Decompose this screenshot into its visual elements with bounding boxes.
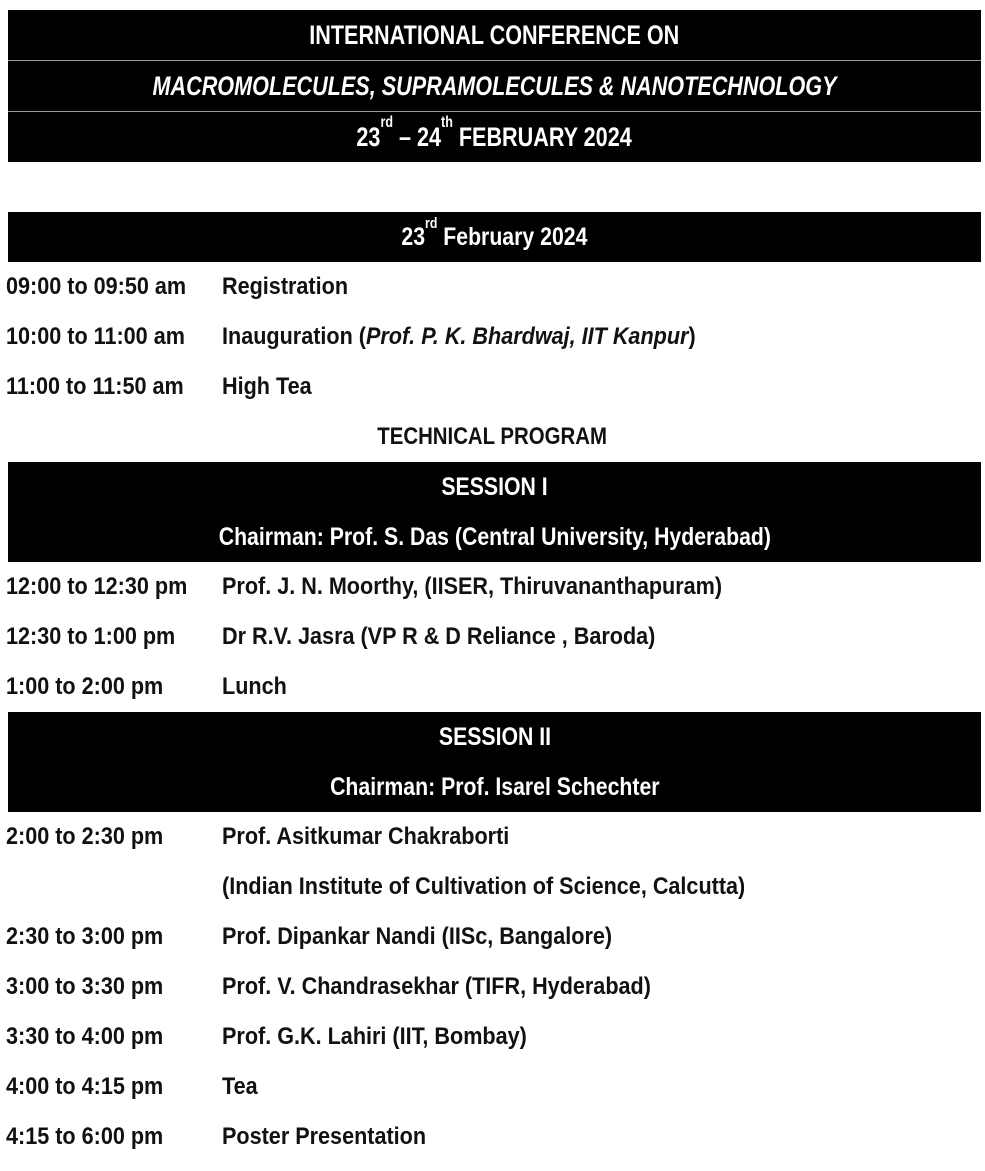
schedule-row-jasra <box>0 612 985 662</box>
date-day-1: 23 <box>356 121 381 152</box>
event-text: Registration <box>222 273 349 300</box>
schedule-row-registration <box>0 262 985 312</box>
day-header-bar <box>8 212 981 262</box>
speaker-text: Prof. J. N. Moorthy, (IISER, Thiruvananthapuram) <box>222 573 723 600</box>
session-1-chairman-line <box>8 512 981 562</box>
desc-cell <box>222 1123 985 1151</box>
session-1-title-line <box>8 462 981 512</box>
speaker-text: Prof. Asitkumar Chakraborti <box>222 823 510 850</box>
time-cell <box>6 823 222 851</box>
time-text: 12:00 to 12:30 pm <box>6 573 188 600</box>
schedule-row-high-tea <box>0 362 985 412</box>
schedule-row-tea <box>0 1062 985 1112</box>
conference-program-page <box>0 10 985 1171</box>
date-rest: FEBRUARY 2024 <box>453 121 633 152</box>
time-cell <box>6 1023 222 1051</box>
schedule-row-inauguration <box>0 312 985 362</box>
time-text: 4:15 to 6:00 pm <box>6 1123 164 1150</box>
conference-title: INTERNATIONAL CONFERENCE ON <box>309 19 680 50</box>
time-cell <box>6 1073 222 1101</box>
session-1-title: SESSION I <box>441 472 548 501</box>
schedule-row-moorthy <box>0 562 985 612</box>
event-text: Lunch <box>222 673 287 700</box>
time-text: 12:30 to 1:00 pm <box>6 623 176 650</box>
banner-row-dates <box>8 111 981 162</box>
desc-cell <box>222 673 985 701</box>
session-1-chairman: Chairman: Prof. S. Das (Central University, Hyderabad) <box>218 522 771 551</box>
desc-cell <box>222 873 985 901</box>
event-text: High Tea <box>222 373 312 400</box>
desc-cell <box>222 973 985 1001</box>
day-rest: February 2024 <box>437 222 588 251</box>
speaker-text: Dr R.V. Jasra (VP R & D Reliance , Baroda) <box>222 623 656 650</box>
session-2-chairman: Chairman: Prof. Isarel Schechter <box>329 772 660 801</box>
time-cell <box>6 623 222 651</box>
schedule-row-nandi <box>0 912 985 962</box>
time-cell <box>6 973 222 1001</box>
desc-cell <box>222 573 985 601</box>
event-text: Tea <box>222 1073 258 1100</box>
banner-row-title <box>8 10 981 60</box>
event-text-plain: Inauguration ( <box>222 323 366 350</box>
session-2-chairman-line <box>8 762 981 812</box>
time-cell <box>6 673 222 701</box>
speaker-text: Prof. V. Chandrasekhar (TIFR, Hyderabad) <box>222 973 651 1000</box>
time-text: 2:30 to 3:00 pm <box>6 923 164 950</box>
day-ordinal: rd <box>425 215 438 232</box>
session-2-title: SESSION II <box>438 722 551 751</box>
session-2-header-bar <box>8 712 981 812</box>
time-text: 3:30 to 4:00 pm <box>6 1023 164 1050</box>
schedule-row-chakraborti <box>0 812 985 862</box>
time-cell <box>6 923 222 951</box>
time-text: 11:00 to 11:50 am <box>6 373 184 400</box>
schedule-row-chandrasekhar <box>0 962 985 1012</box>
conference-subtitle: MACROMOLECULES, SUPRAMOLECULES & NANOTECHNOLOGY <box>152 70 837 101</box>
day-header-text <box>401 215 588 252</box>
event-text <box>222 323 696 351</box>
time-cell <box>6 373 222 401</box>
time-cell <box>6 273 222 301</box>
speaker-text: Prof. G.K. Lahiri (IIT, Bombay) <box>222 1023 527 1050</box>
desc-cell <box>222 623 985 651</box>
event-text-italic: Prof. P. K. Bhardwaj, IIT Kanpur <box>365 323 689 350</box>
desc-cell <box>222 323 985 351</box>
date-ordinal-1: rd <box>380 114 394 132</box>
time-text: 4:00 to 4:15 pm <box>6 1073 164 1100</box>
time-text: 3:00 to 3:30 pm <box>6 973 164 1000</box>
date-ordinal-2: th <box>441 114 454 132</box>
desc-cell <box>222 1023 985 1051</box>
time-text: 09:00 to 09:50 am <box>6 273 187 300</box>
desc-cell <box>222 823 985 851</box>
desc-cell <box>222 1073 985 1101</box>
schedule-row-lahiri <box>0 1012 985 1062</box>
time-cell <box>6 1123 222 1151</box>
technical-program-heading-row <box>0 412 985 462</box>
banner-row-subtitle <box>8 60 981 111</box>
conference-dates <box>356 114 633 153</box>
event-text-plain: ) <box>688 323 696 350</box>
conference-banner <box>8 10 981 162</box>
time-text: 2:00 to 2:30 pm <box>6 823 164 850</box>
schedule-row-lunch <box>0 662 985 712</box>
date-middle: – 24 <box>393 121 442 152</box>
speaker-text: Prof. Dipankar Nandi (IISc, Bangalore) <box>222 923 613 950</box>
desc-cell <box>222 373 985 401</box>
time-text: 1:00 to 2:00 pm <box>6 673 164 700</box>
technical-program-heading: TECHNICAL PROGRAM <box>377 423 608 450</box>
schedule-row-poster-presentation <box>0 1112 985 1162</box>
session-1-header-bar <box>8 462 981 562</box>
schedule-row-chakraborti-affiliation <box>0 862 985 912</box>
session-2-title-line <box>8 712 981 762</box>
event-text: Poster Presentation <box>222 1123 427 1150</box>
time-cell <box>6 323 222 351</box>
time-text: 10:00 to 11:00 am <box>6 323 185 350</box>
time-cell <box>6 573 222 601</box>
time-cell <box>6 873 222 901</box>
desc-cell <box>222 923 985 951</box>
affiliation-text: (Indian Institute of Cultivation of Science, Calcutta) <box>222 873 746 900</box>
desc-cell <box>222 273 985 301</box>
day-number: 23 <box>401 222 426 251</box>
spacer <box>0 162 985 212</box>
